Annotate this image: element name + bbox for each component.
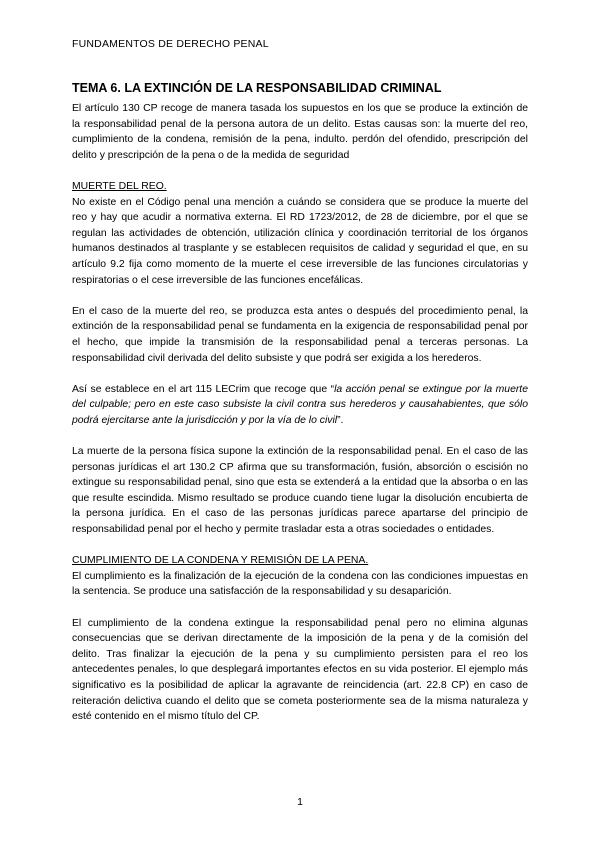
document-body — [72, 80, 528, 725]
paragraph: No existe en el Código penal una mención a cuándo se considera que se produce la muerte del reo y hay que acudir a normativa externa. El RD 1723/2012, de 28 de diciembre, por el que se regulan las actividades de obtención, utilización clínica y coordinación territorial de los órganos humanos destinados al trasplante y se establecen requisitos de calidad y seguridad el que, en su artículo 9.2 fija como momento de la muerte el cese irreversible de las funciones circulatorias y respiratorias o el cese irreversible de las funciones encefálicas. — [72, 196, 528, 286]
paragraph: El cumplimiento es la finalización de la ejecución de la condena con las condiciones impuestas en la sentencia. Se produce una satisfacción de la responsabilidad y su desaparición. — [72, 570, 528, 598]
document-title: TEMA 6. LA EXTINCIÓN DE LA RESPONSABILIDAD CRIMINAL — [72, 81, 442, 95]
quote-prefix: Así se establece en el art 115 LECrim que recoge que “ — [72, 383, 335, 395]
page-number: 1 — [297, 796, 303, 808]
paragraph: En el caso de la muerte del reo, se produzca esta antes o después del procedimiento penal, la extinción de la responsabilidad penal se fundamenta en la exigencia de responsabilidad penal por el hecho, que impide la transmisión de la responsabilidad penal a terceras personas. La responsabilidad civil derivada del delito subsiste y que podrá ser exigida a los herederos. — [72, 305, 528, 364]
quote-paragraph — [72, 382, 528, 429]
section-heading-muerte-del-reo: MUERTE DEL REO. — [72, 180, 167, 192]
paragraph: La muerte de la persona física supone la extinción de la responsabilidad penal. En el caso de las personas jurídicas el art 130.2 CP afirma que su transformación, fusión, absorción o escisión no extingue su responsabilidad penal, sino que esta se extenderá a la entidad que la absorba o en las que resulte escindida. Mismo resultado se produce cuando tiene lugar la disolución encubierta de la persona jurídica. En el caso de las personas jurídicas parece apartarse del principio de responsabilidad penal por el hecho y permite trasladar esta a otras sociedades o entidades. — [72, 446, 528, 536]
intro-paragraph: El artículo 130 CP recoge de manera tasada los supuestos en los que se produce la extinción de la responsabilidad penal de la persona autora de un delito. Estas causas son: la muerte del reo, cumplimiento de la condena, remisión de la pena, indulto. perdón del ofendido, prescripción del delito y prescripción de la pena o de la medida de seguridad — [72, 103, 528, 161]
quoted-text: la acción penal se extingue por la muerte del culpable; pero en este caso subsiste la civil contra sus herederos y causahabientes, que sólo podrá ejercitarse ante la jurisdicción y por la vía de lo civil — [72, 383, 528, 426]
section-heading-cumplimiento: CUMPLIMIENTO DE LA CONDENA Y REMISIÓN DE LA PENA. — [72, 555, 369, 567]
quote-suffix: ”. — [337, 414, 344, 426]
paragraph: El cumplimiento de la condena extingue la responsabilidad penal pero no elimina algunas consecuencias que se derivan directamente de la imposición de la pena y de la comisión del delito. Tras finalizar la ejecución de la pena y su cumplimiento persisten para el reo los antecedentes penales, lo que desplegará importantes efectos en su vida posterior. El ejemplo más significativo es la posibilidad de aplicar la agravante de reincidencia (art. 22.8 CP) en caso de reiteración delictiva cuando el delito que se cometa posteriormente sea de la misma naturaleza y esté contenido en el mismo título del CP. — [72, 617, 528, 723]
page-header: FUNDAMENTOS DE DERECHO PENAL — [72, 38, 269, 50]
